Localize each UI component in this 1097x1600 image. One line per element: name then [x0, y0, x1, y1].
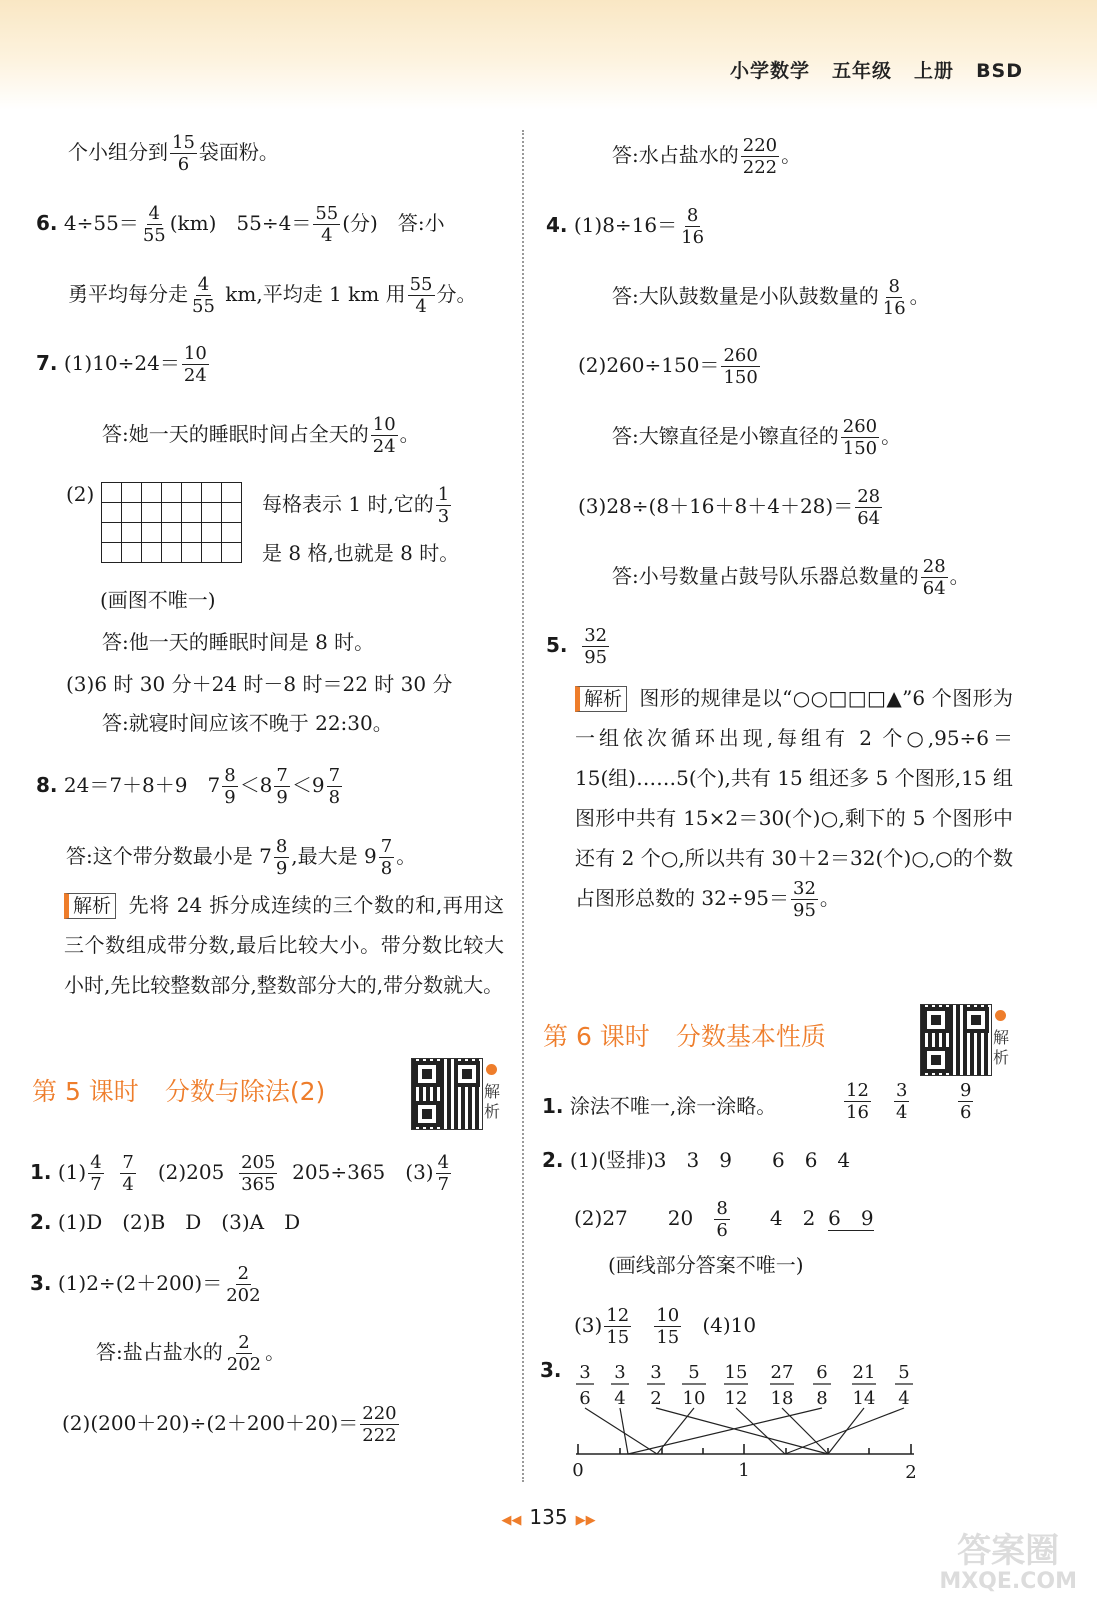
question-4-answer-2: 答:大镲直径是小镲直径的 $\frac{260}{150}$ 。 — [612, 416, 902, 459]
analysis-tag: 解析 — [575, 686, 627, 712]
lesson6-q2-part1: 2. (1)(竖排)3 3 9 6 6 4 — [542, 1148, 851, 1172]
svg-text:8: 8 — [816, 1388, 828, 1409]
header-subject: 小学数学 — [730, 60, 811, 82]
question-4-part-1: 4. (1)8÷16＝ $\frac{8}{16}$ — [546, 205, 705, 248]
svg-text:27: 27 — [770, 1362, 794, 1383]
question-4-answer-3: 答:小号数量占鼓号队乐器总数量的 $\frac{28}{64}$ 。 — [612, 556, 970, 599]
left-line-0: 个小组分到 $\frac{15}{6}$ 袋面粉。 — [68, 132, 279, 175]
right-line-0: 答:水占盐水的 $\frac{220}{222}$ 。 — [612, 135, 802, 178]
question-5: 5. $\frac{32}{95}$ — [546, 625, 608, 668]
play-icon — [995, 1010, 1006, 1021]
svg-text:6: 6 — [816, 1362, 828, 1383]
fraction-label — [682, 1362, 706, 1409]
qr-code-lesson-6[interactable] — [920, 1004, 992, 1076]
qr-label-6: 解析 — [993, 1028, 1010, 1067]
fraction-label — [647, 1362, 665, 1409]
fraction-label — [895, 1362, 913, 1409]
lesson5-q3-part1: 3. (1)2÷(2＋200)＝ $\frac{2}{202}$ — [30, 1263, 261, 1306]
question-4-part-3: (3)28÷(8＋16＋8＋4＋28)＝ $\frac{28}{64}$ — [578, 486, 881, 529]
question-7-answer-1: 答:她一天的睡眠时间占全天的 $\frac{10}{24}$ 。 — [102, 414, 420, 457]
question-5-analysis: 解析 图形的规律是以“○○□□□▲”6 个图形为一组依次循环出现,每组有 2 个○,95÷6＝15(组)……5(个),共有 15 组还多 5 个图形,15 组图形中共有 15×2＝30(个)○,剩下的 5 个图形中还有 2 个○,所以共有 30＋2＝32(个)○,○的个数占图形总数的 32÷95＝ $\frac{32}{95}$ 。 — [575, 686, 1013, 921]
svg-text:5: 5 — [688, 1362, 700, 1383]
header-grade: 五年级 — [832, 60, 893, 82]
sleep-time-grid — [101, 482, 242, 563]
drawing-note: (画图不唯一) — [100, 588, 216, 612]
question-4-part-2: (2)260÷150＝ $\frac{260}{150}$ — [578, 345, 758, 388]
tick-label: 1 — [738, 1460, 750, 1481]
svg-text:3: 3 — [614, 1362, 626, 1383]
lesson5-q3-answer1: 答:盐占盐水的 $\frac{2}{202}$ 。 — [96, 1332, 286, 1375]
svg-text:21: 21 — [852, 1362, 876, 1383]
question-7-part-1: 7. (1)10÷24＝ $\frac{10}{24}$ — [36, 343, 207, 386]
svg-text:4: 4 — [898, 1388, 910, 1409]
svg-text:4: 4 — [614, 1388, 626, 1409]
svg-text:3: 3 — [579, 1362, 591, 1383]
svg-text:14: 14 — [852, 1388, 876, 1409]
header-edition: BSD — [976, 60, 1023, 82]
qr-code-lesson-5[interactable] — [411, 1058, 483, 1130]
fraction-label — [770, 1362, 794, 1409]
svg-text:18: 18 — [770, 1388, 794, 1409]
fraction-label — [852, 1362, 876, 1409]
header-band — [0, 0, 1097, 110]
lesson6-q2-part3: (3) $\frac{12}{15}$ $\frac{10}{15}$ (4)10 — [574, 1305, 757, 1348]
section-6-heading: 第 6 课时 分数基本性质 — [543, 1022, 826, 1051]
svg-text:2: 2 — [650, 1388, 662, 1409]
svg-text:10: 10 — [682, 1388, 706, 1409]
fraction: $\frac{15}{6}$ — [172, 132, 195, 175]
svg-text:5: 5 — [898, 1362, 910, 1383]
svg-text:15: 15 — [724, 1362, 748, 1383]
qr-label-5: 解析 — [484, 1082, 501, 1121]
question-7-answer-3: 答:就寝时间应该不晚于 22:30。 — [102, 711, 393, 735]
lesson6-q1-fractions: $\frac{12}{16}$ $\frac{3}{4}$ $\frac{9}{6}$ — [846, 1080, 972, 1123]
lesson5-q2: 2. (1)D (2)B D (3)A D — [30, 1210, 301, 1234]
question-6-line-2: 勇平均每分走 $\frac{4}{55}$ km,平均走 1 km 用 $\frac{55}{4}$ 分。 — [68, 274, 477, 317]
page-footer — [0, 1505, 1097, 1529]
lesson6-q3-number: 3. — [540, 1358, 562, 1382]
question-7-grid-text-2: 是 8 格,也就是 8 时。 — [262, 541, 460, 565]
tick-label: 2 — [905, 1462, 917, 1482]
question-8-analysis: 解析 先将 24 拆分成连续的三个数的和,再用这三个数组成带分数,最后比较大小。带分数比较大小时,先比较整数部分,整数部分大的,带分数就大。 — [64, 893, 504, 997]
question-7-answer-2: 答:他一天的睡眠时间是 8 时。 — [102, 630, 375, 654]
next-arrows-icon: ▶▶ — [575, 1513, 596, 1528]
svg-text:6: 6 — [579, 1388, 591, 1409]
question-7-part-3: (3)6 时 30 分＋24 时－8 时＝22 时 30 分 — [66, 672, 453, 696]
section-5-heading: 第 5 课时 分数与除法(2) — [32, 1077, 326, 1106]
number-line-matching — [560, 1356, 930, 1482]
tick-label: 0 — [572, 1460, 584, 1481]
play-icon — [486, 1064, 497, 1075]
prev-arrows-icon: ◀◀ — [501, 1513, 522, 1528]
question-7-grid-text-1: 每格表示 1 时,它的 $\frac{1}{3}$ — [262, 484, 450, 527]
lesson6-q2-part2: (2)27 20 $\frac{8}{6}$ 4 2 6 9 — [574, 1198, 874, 1241]
fraction-label — [724, 1362, 748, 1409]
column-divider — [522, 130, 524, 1482]
analysis-tag: 解析 — [64, 893, 116, 919]
fraction-label — [813, 1362, 831, 1409]
question-8-answer: 答:这个带分数最小是 7 $\frac{8}{9}$ ,最大是 9 $\frac{7}{8}$ 。 — [66, 836, 417, 879]
lesson6-q1: 1. 涂法不唯一,涂一涂略。 — [542, 1094, 777, 1118]
question-4-answer-1: 答:大队鼓数量是小队鼓数量的 $\frac{8}{16}$ 。 — [612, 276, 930, 319]
underlined-answer: 6 9 — [828, 1206, 874, 1230]
page-number: 135 — [529, 1505, 568, 1529]
question-7-part-2-label: (2) — [66, 482, 95, 506]
svg-text:3: 3 — [650, 1362, 662, 1383]
question-6-line-1: 6. 4÷55＝ $\frac{4}{55}$ (km) 55÷4＝ $\frac{55}{4}$ (分) 答:小 — [36, 203, 445, 246]
svg-text:12: 12 — [724, 1388, 748, 1409]
question-8-line-1: 8. 24＝7＋8＋9 7 $\frac{8}{9}$ ＜8 $\frac{7}{9}$ ＜9 $\frac{7}{8}$ — [36, 765, 341, 808]
watermark: 答案圈 MXQE.COM — [939, 1531, 1077, 1594]
lesson6-q2-note: (画线部分答案不唯一) — [608, 1253, 804, 1277]
fraction-label — [576, 1362, 594, 1409]
lesson5-q1: 1. (1) $\frac{4}{7}$ $\frac{7}{4}$ (2)205 $\frac{205}{365}$ 205÷365 (3) $\frac{4}{7}$ — [30, 1152, 450, 1195]
page-header — [708, 56, 1023, 83]
lesson5-q3-part2: (2)(200＋20)÷(2＋200＋20)＝ $\frac{220}{222}$ — [62, 1403, 397, 1446]
fraction-label — [611, 1362, 629, 1409]
header-volume: 上册 — [914, 60, 955, 82]
